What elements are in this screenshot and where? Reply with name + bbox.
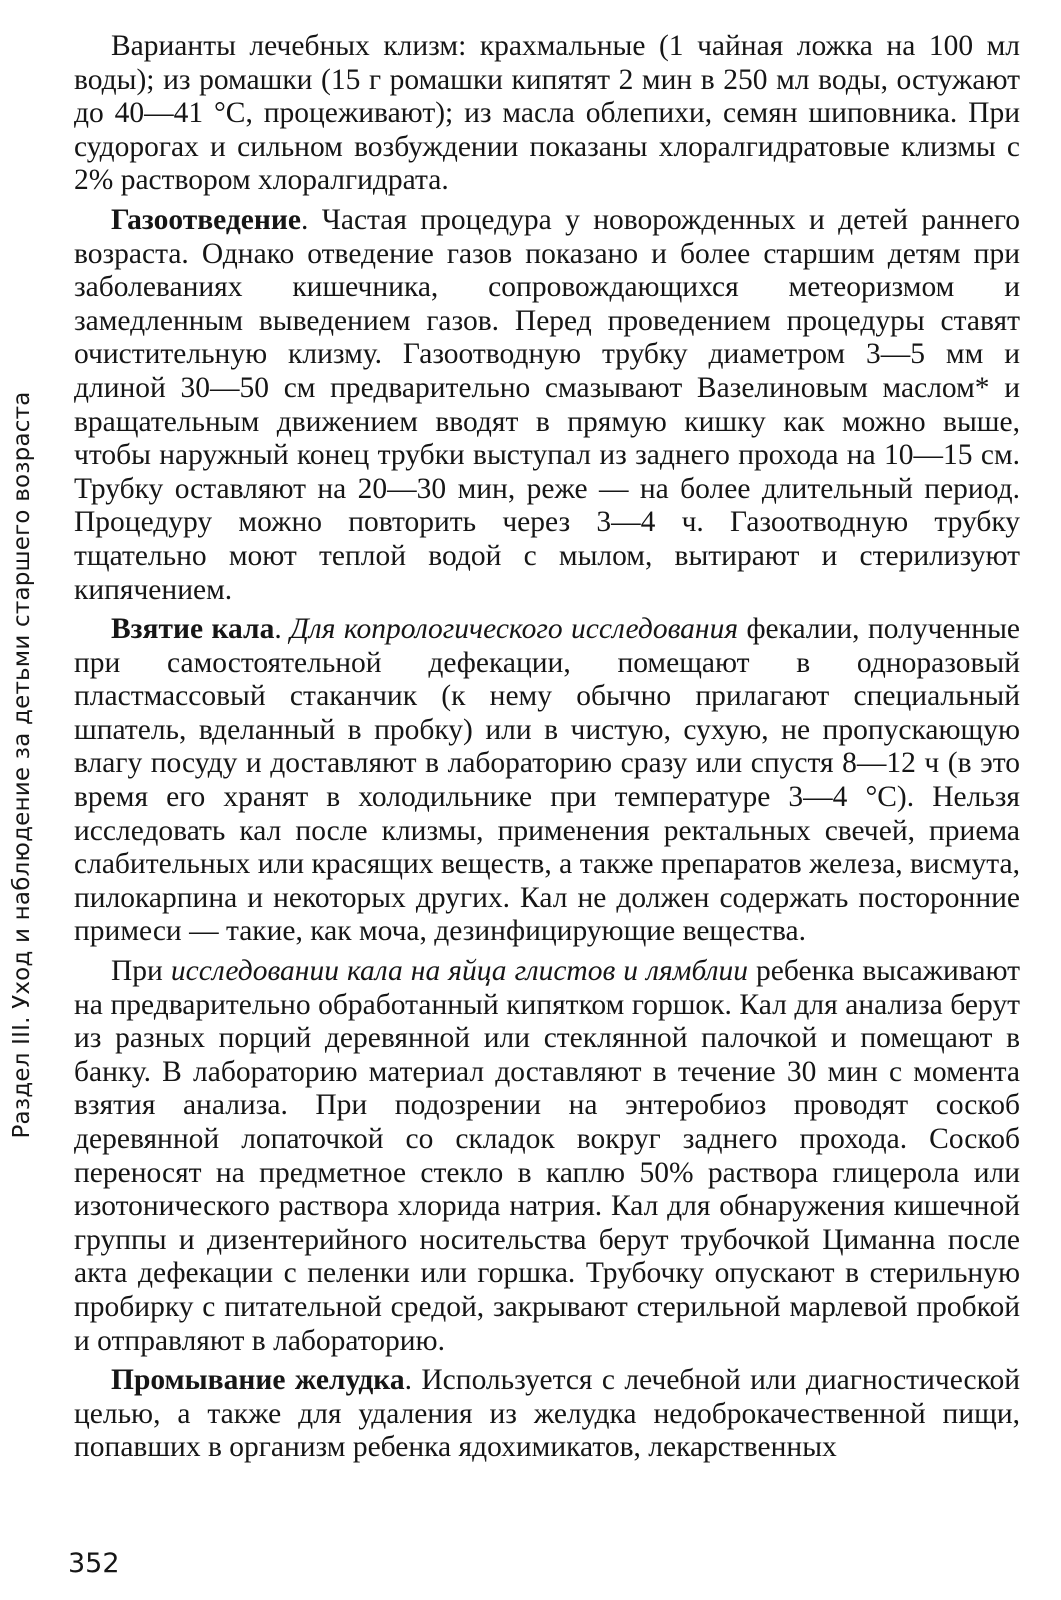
paragraph-stool-sampling-text: фекалии, полученные при самостоятельной дефекации, помещают в одноразовый пластмассовый стаканчик (к нему обычно прилагают специальный шпатель, вделанный в пробку) или в чистую, сухую, не пропускающую влагу посуду и доставляют в лабораторию сразу или спустя 8—12 ч (в это время его хранят в холодильнике при температуре 3—4 °С). Нельзя исследовать кал после клизмы, применения ректальных свечей, приема слабительных или красящих веществ, а также препаратов железа, висмута, пилокарпина и некоторых других. Кал не должен содержать посторонние примеси — такие, как моча, дезинфицирующие вещества. <box>74 613 1020 948</box>
heading-gastric-lavage: Промывание желудка <box>111 1364 405 1397</box>
paragraph-gastric-lavage-text: . Используется с лечебной или диагностической целью, а также для удаления из желудка недоброкачественной пищи, попавших в организм ребенка ядохимикатов, лекарственных <box>74 1364 1020 1464</box>
paragraph-helminth-test <box>74 955 1020 1358</box>
paragraph-gas-removal-text: . Частая процедура у новорожденных и детей раннего возраста. Однако отведение газов показано и более старшим детям при заболеваниях кишечника, сопровождающихся метеоризмом и замедленным выведением газов. Перед проведением процедуры ставят очистительную клизму. Газоотводную трубку диаметром 3—5 мм и длиной 30—50 см предварительно смазывают Вазелиновым маслом* и вращательным движением вводят в прямую кишку как можно выше, чтобы наружный конец трубки выступал из заднего прохода на 10—15 см. Трубку оставляют на 20—30 мин, реже — на более длительный период. Процедуру можно повторить через 3—4 ч. Газоотводную трубку тщательно моют теплой водой с мылом, вытирают и стерилизуют кипячением. <box>74 203 1020 606</box>
paragraph-helminth-text: ребенка высаживают на предварительно обработанный кипятком горшок. Кал для анализа берут из разных порций деревянной или стеклянной палочкой и помещают в банку. В лабораторию материал доставляют в течение 30 мин с момента взятия анализа. При подозрении на энтеробиоз проводят соскоб деревянной лопаточкой со складок вокруг заднего прохода. Соскоб переносят на предметное стекло в каплю 50% раствора глицерола или изотонического раствора хлорида натрия. Кал для обнаружения кишечной группы и дизентерийного носительства берут трубочкой Циманна после акта дефекации с пеленки или горшка. Трубочку опускают в стерильную пробирку с питательной средой, закрывают стерильной марлевой пробкой и отправляют в лабораторию. <box>74 955 1021 1357</box>
italic-helminth: исследовании кала на яйца глистов и лямблии <box>170 955 748 988</box>
paragraph-gastric-lavage <box>74 1364 1020 1465</box>
heading-gas-removal: Газоотведение <box>111 203 301 236</box>
paragraph-enema-variants: Варианты лечебных клизм: крахмальные (1 чайная ложка на 100 мл воды); из ромашки (15 г ромашки кипятят 2 мин в 250 мл воды, остужают до 40—41 °С, процеживают); из масла облепихи, семян шиповника. При судорогах и сильном возбуждении показаны хлоралгидратовые клизмы с 2% раствором хлоралгидрата. <box>74 30 1020 197</box>
heading-stool-sampling: Взятие кала <box>111 613 275 646</box>
heading-separator: . <box>274 613 291 646</box>
running-header: Раздел III. Уход и наблюдение за детьми старшего возраста <box>9 391 35 1139</box>
page-number: 352 <box>68 1548 120 1579</box>
paragraph-gas-removal <box>74 204 1020 607</box>
paragraph-helminth-lead: При <box>111 955 171 988</box>
page-body <box>74 30 1020 1465</box>
paragraph-stool-sampling <box>74 613 1020 949</box>
italic-coprology: Для копрологического исследования <box>290 613 739 646</box>
